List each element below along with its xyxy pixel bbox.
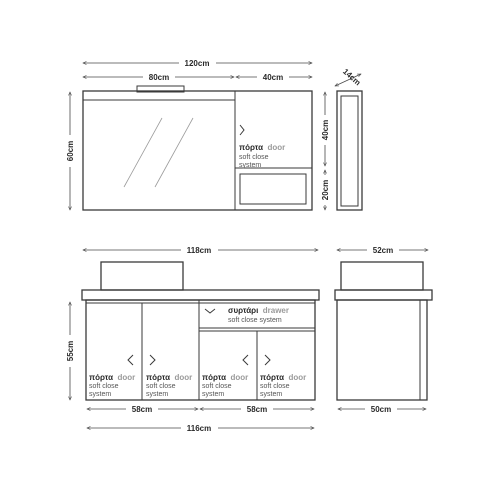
- door-chevron-icon: [128, 355, 133, 365]
- door-label: πόρτα door: [260, 373, 307, 382]
- system-text: system: [146, 391, 169, 398]
- mirror-side-inner: [341, 96, 358, 206]
- mirror-depth-label: 14cm: [341, 66, 363, 88]
- cabinet-door-height-label: 40cm: [321, 119, 330, 141]
- mirror-width-dimensions: [83, 58, 312, 82]
- mirror-cabinet-side: [335, 67, 362, 210]
- open-shelf-niche: [240, 174, 306, 204]
- vanity-side-body: [337, 300, 427, 400]
- door-open-chevron-icon: [240, 125, 244, 135]
- basin-depth-label: 52cm: [372, 246, 394, 255]
- door-chevron-icon: [243, 355, 248, 365]
- countertop-side: [335, 290, 432, 300]
- vanity-top-dimension: [83, 245, 318, 255]
- basin-top-width-label: 118cm: [186, 246, 212, 255]
- soft-close-text: soft close: [239, 154, 269, 161]
- basin-side: [341, 262, 423, 290]
- mirror-section-width-label: 80cm: [148, 73, 170, 82]
- soft-close-text: soft close: [202, 383, 232, 390]
- cabinet-shelf-height-label: 20cm: [321, 179, 330, 201]
- drawer-chevron-icon: [205, 309, 215, 313]
- soft-close-text: soft close: [146, 383, 176, 390]
- system-text: system: [89, 391, 112, 398]
- vanity-front: [82, 262, 319, 400]
- cabinet-section-width-label: 40cm: [262, 73, 284, 82]
- vanity-bottom-dimensions: [87, 404, 314, 433]
- soft-close-text: soft close: [89, 383, 119, 390]
- door-chevron-icon: [150, 355, 155, 365]
- basin: [101, 262, 183, 290]
- door-chevron-icon: [265, 355, 270, 365]
- door-label: πόρτα door: [89, 373, 136, 382]
- right-section-width-label: 58cm: [246, 405, 268, 414]
- mirror-height-dimension: [64, 92, 76, 210]
- vanity-depth-label: 50cm: [370, 405, 392, 414]
- vanity-height-label: 55cm: [66, 340, 75, 362]
- mirror-height-label: 60cm: [66, 140, 75, 162]
- left-section-width-label: 58cm: [131, 405, 153, 414]
- cabinet-door-label: πόρτα door: [239, 143, 286, 152]
- drawer-soft-close-text: soft close system: [228, 317, 282, 324]
- mirror-total-width-label: 120cm: [184, 59, 210, 68]
- countertop: [82, 290, 319, 300]
- cabinet-height-dimensions: [319, 92, 331, 210]
- mirror-reflection-line: [155, 118, 193, 187]
- mirror-cabinet-front: [83, 86, 312, 210]
- drawer-label: συρτάρι drawer: [228, 306, 289, 315]
- vanity-height-dimension: [64, 302, 76, 400]
- door-label: πόρτα door: [146, 373, 193, 382]
- system-text: system: [202, 391, 225, 398]
- system-text: system: [260, 391, 283, 398]
- mirror-reflection-line: [124, 118, 162, 187]
- system-text: system: [239, 162, 262, 169]
- soft-close-text: soft close: [260, 383, 290, 390]
- door-label: πόρτα door: [202, 373, 249, 382]
- vanity-side: [335, 245, 432, 414]
- vanity-total-width-label: 116cm: [186, 424, 212, 433]
